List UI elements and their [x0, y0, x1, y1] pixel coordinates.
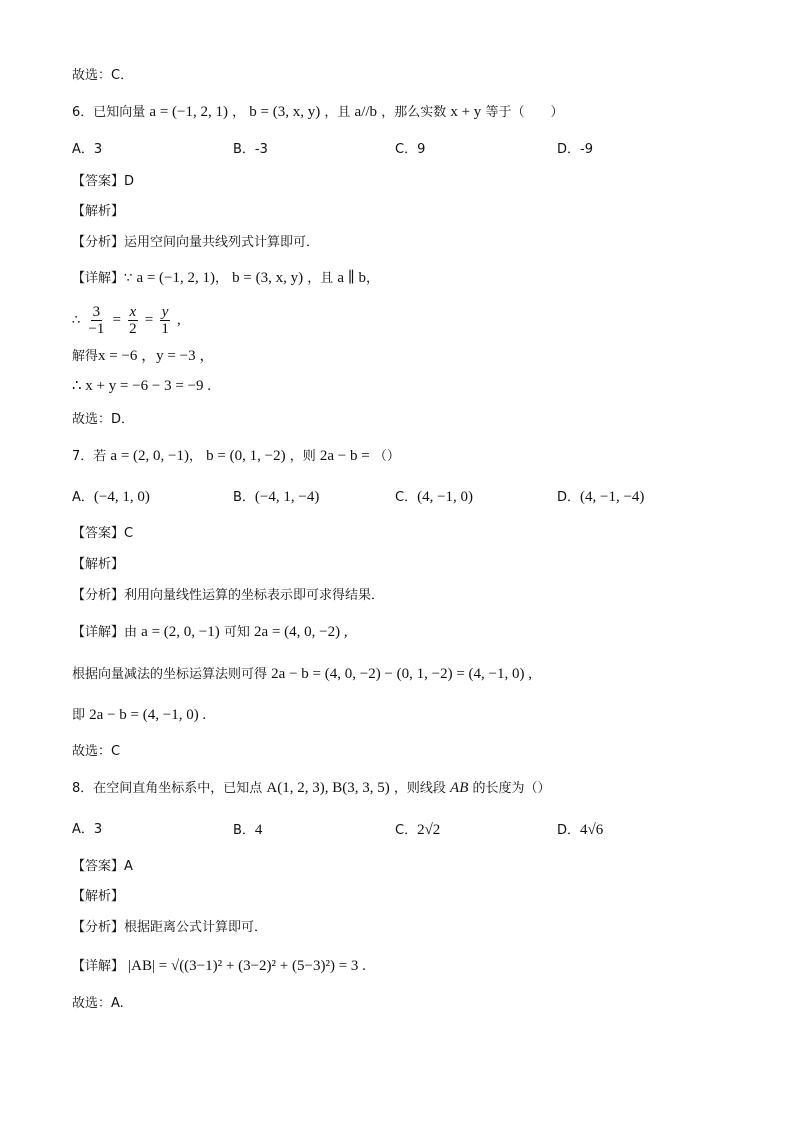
q6-stem-suffix: ，那么实数 [381, 105, 447, 120]
q6-solve: 解得x = −6 ，y = −3 ， [72, 348, 215, 364]
q6-ratio-equation: ∴ $\frac{3}{-1}$ = $\frac{x}{2}$ = $\frac{y}{1}$ , [72, 304, 181, 337]
q6-stem-end: 等于（ ） [485, 105, 564, 120]
q8-analysis-label: 【解析】 [72, 889, 125, 904]
q7-option-c: C．(4, −1, 0) [395, 489, 474, 505]
q8-fenxi: 【分析】根据距离公式计算即可． [72, 920, 268, 935]
q5-conclusion: 故选：C． [72, 68, 134, 83]
q7-option-d: D．(4, −1, −4) [557, 489, 645, 505]
q6-stem: 6．已知向量 a = (−1, 2, 1) ， b = (3, x, y) ，且 a//b ，那么实数 x + y 等于（ ） [72, 104, 564, 120]
q7-answer: 【答案】C [72, 526, 134, 541]
q7-option-a: A．(−4, 1, 0) [72, 489, 150, 505]
q7-fenxi: 【分析】利用向量线性运算的坐标表示即可求得结果． [72, 588, 385, 603]
q7-stem: 7．若 a = (2, 0, −1)， b = (0, 1, −2) ，则 2a − b = （） [72, 448, 400, 464]
q6-conclusion: 故选：D． [72, 412, 135, 427]
q8-option-a: A．3 [72, 822, 103, 837]
q6-detail: 【详解】∵ a = (−1, 2, 1)， b = (3, x, y) ，且 a ∥ b， [72, 270, 380, 286]
q8-option-d: D．4√6 [557, 822, 604, 838]
q6-option-a: A．3 [72, 142, 103, 157]
q6-option-c: C．9 [395, 142, 426, 157]
q6-fenxi: 【分析】运用空间向量共线列式计算即可． [72, 235, 320, 250]
q7-detail-3: 即 2a − b = (4, −1, 0) . [72, 707, 207, 723]
q6-stem-prefix: 6．已知向量 [72, 105, 146, 120]
q8-conclusion: 故选：A. [72, 996, 124, 1011]
q6-target: x + y [450, 104, 482, 120]
q7-detail-1: 【详解】由 a = (2, 0, −1) 可知 2a = (4, 0, −2) , [72, 624, 348, 640]
q6-option-d: D．-9 [557, 142, 593, 157]
q8-option-c: C．2√2 [395, 822, 441, 838]
q7-detail-2: 根据向量减法的坐标运算法则可得 2a − b = (4, 0, −2) − (0, 1, −2) = (4, −1, 0) , [72, 666, 533, 682]
q6-option-b: B．-3 [233, 142, 268, 157]
q8-detail: 【详解】 |AB| = √((3−1)² + (3−2)² + (5−3)²) = 3 . [72, 958, 366, 974]
q7-conclusion: 故选：C [72, 744, 121, 759]
q7-option-b: B．(−4, 1, −4) [233, 489, 320, 505]
q6-sum: ∴ x + y = −6 − 3 = −9 . [72, 378, 212, 394]
q6-parallel: a//b [354, 104, 378, 120]
q6-stem-mid: ，且 [324, 105, 351, 120]
q6-answer: 【答案】D [72, 174, 135, 189]
q6-vector-a: a = (−1, 2, 1) [149, 104, 228, 120]
q6-analysis-label: 【解析】 [72, 204, 125, 219]
q8-answer: 【答案】A [72, 859, 133, 874]
q8-option-b: B．4 [233, 822, 263, 838]
q7-analysis-label: 【解析】 [72, 557, 125, 572]
q8-stem: 8．在空间直角坐标系中，已知点 A(1, 2, 3), B(3, 3, 5) ，则线段 AB 的长度为（） [72, 780, 551, 796]
q6-vector-b: b = (3, x, y) [249, 104, 321, 120]
